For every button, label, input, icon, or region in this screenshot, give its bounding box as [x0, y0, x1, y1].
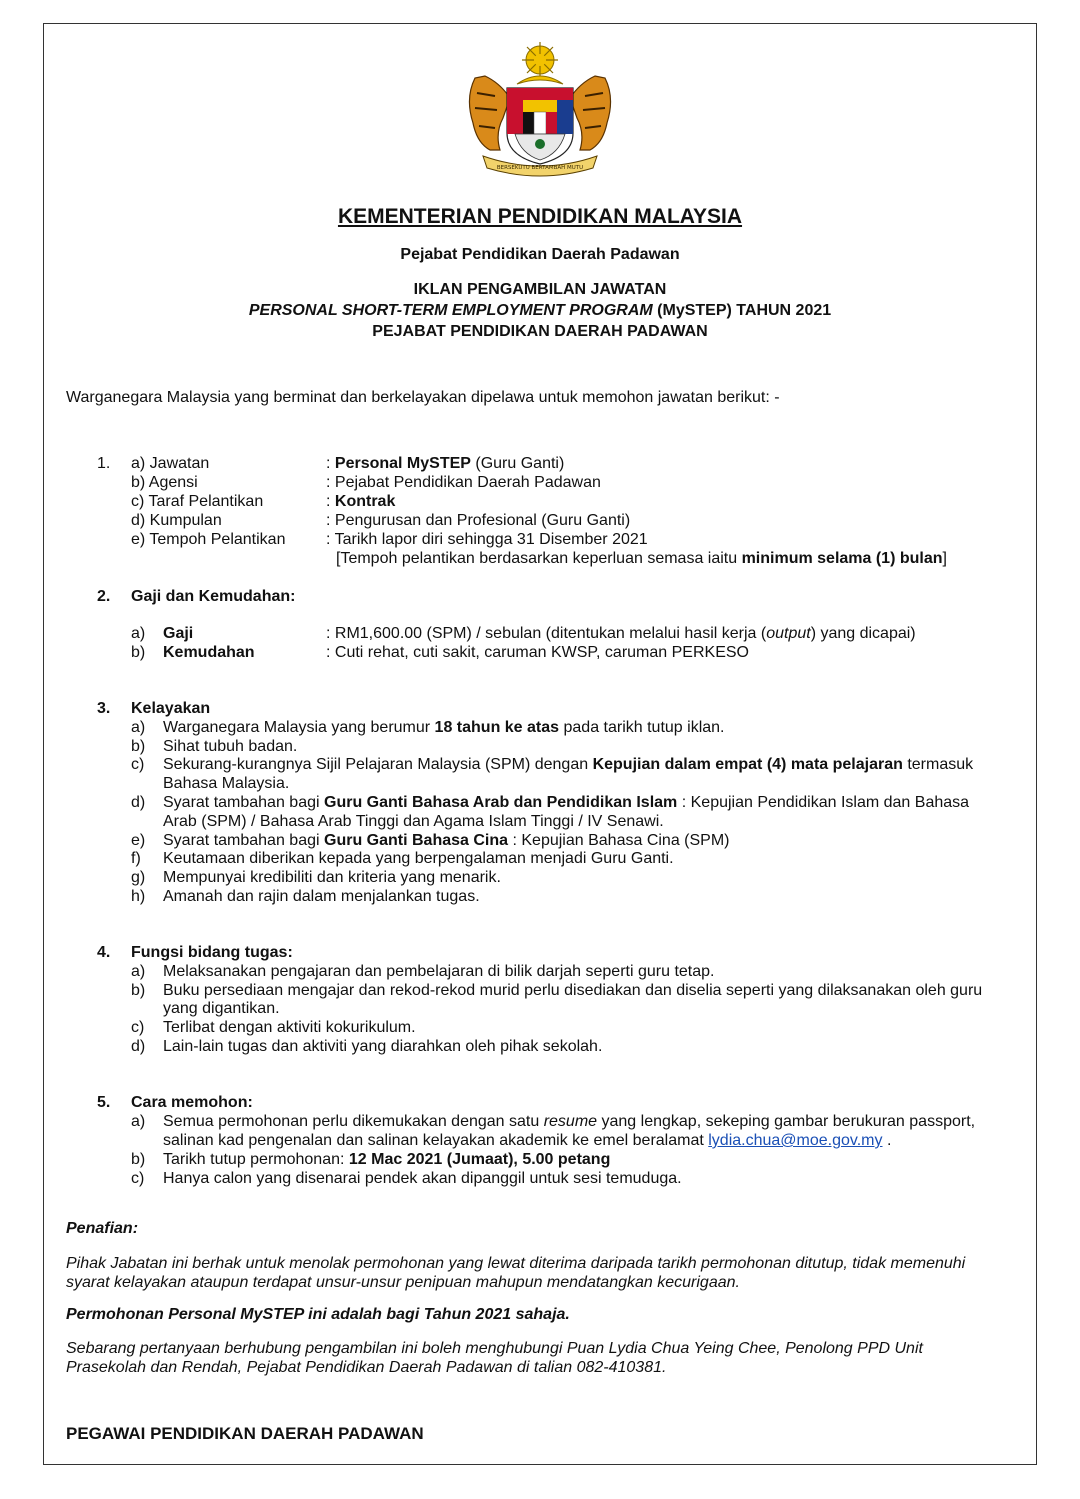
disclaimer-year-note: Permohonan Personal MySTEP ini adalah bagi Tahun 2021 sahaja. [66, 1306, 570, 1323]
item-letter: a) [131, 1113, 146, 1130]
list-item: Syarat tambahan bagi Guru Ganti Bahasa Cina : Kepujian Bahasa Cina (SPM) [163, 832, 730, 849]
disclaimer-text: syarat kelayakan ataupun terdapat unsur-unsur penipuan mahupun mendatangkan kecurigaan. [66, 1274, 740, 1291]
list-item-continuation: salinan kad pengenalan dan salinan kelayakan akademik ke emel beralamat lydia.chua@moe.gov.my . [163, 1132, 892, 1149]
appointment-note: [Tempoh pelantikan berdasarkan keperluan semasa iaitu minimum selama (1) bulan] [336, 550, 947, 567]
list-item-continuation: Arab (SPM) / Bahasa Arab Tinggi dan Agama Islam Tinggi / IV Senawi. [163, 813, 664, 830]
list-item: Amanah dan rajin dalam menjalankan tugas. [163, 888, 480, 905]
list-item: Sihat tubuh badan. [163, 738, 298, 755]
contact-text: Prasekolah dan Rendah, Pejabat Pendidikan Daerah Padawan di talian 082-410381. [66, 1359, 667, 1376]
item-letter: h) [131, 888, 146, 905]
item-letter: b) [131, 1151, 146, 1168]
row-value: : Personal MySTEP (Guru Ganti) [326, 455, 565, 472]
row-label: e) Tempoh Pelantikan [131, 531, 286, 548]
item-letter: c) [131, 1170, 145, 1187]
list-item: Tarikh tutup permohonan: 12 Mac 2021 (Jumaat), 5.00 petang [163, 1151, 611, 1168]
list-item: Mempunyai kredibiliti dan kriteria yang menarik. [163, 869, 501, 886]
list-item: Buku persediaan mengajar dan rekod-rekod murid perlu disediakan dan diselia seperti yang dilaksanakan oleh guru [163, 982, 983, 999]
disclaimer-title: Penafian: [66, 1220, 139, 1237]
row-value: : Pejabat Pendidikan Daerah Padawan [326, 474, 601, 491]
disclaimer-text: Pihak Jabatan ini berhak untuk menolak permohonan yang lewat diterima daripada tarikh permohonan ditutup, tidak memenuhi [66, 1255, 966, 1272]
program-title [0, 301, 1080, 320]
row-label: a) Jawatan [131, 455, 210, 472]
section-1-number: 1. [97, 455, 111, 472]
list-item: Terlibat dengan aktiviti kokurikulum. [163, 1019, 416, 1036]
section-3-title: Kelayakan [131, 700, 211, 717]
row-value: : Pengurusan dan Profesional (Guru Ganti) [326, 512, 631, 529]
benefits-value: : Cuti rehat, cuti sakit, caruman KWSP, caruman PERKESO [326, 644, 749, 661]
item-letter: d) [131, 1038, 146, 1055]
item-letter: f) [131, 850, 141, 867]
list-item-continuation: Bahasa Malaysia. [163, 775, 290, 792]
item-letter: a) [131, 719, 146, 736]
list-item-continuation: yang digantikan. [163, 1000, 280, 1017]
list-item: Melaksanakan pengajaran dan pembelajaran di bilik darjah seperti guru tetap. [163, 963, 715, 980]
row-label: c) Taraf Pelantikan [131, 493, 264, 510]
row-value: : Tarikh lapor diri sehingga 31 Disember 2021 [326, 531, 648, 548]
item-letter: e) [131, 832, 146, 849]
benefits-label: Kemudahan [163, 644, 255, 661]
item-letter: d) [131, 794, 146, 811]
salary-label: Gaji [163, 625, 194, 642]
row-value: : Kontrak [326, 493, 396, 510]
list-item: Semua permohonan perlu dikemukakan dengan satu resume yang lengkap, sekeping gambar berukuran passport, [163, 1113, 976, 1130]
salary-value: : RM1,600.00 (SPM) / sebulan (ditentukan melalui hasil kerja (output) yang dicapai) [326, 625, 916, 642]
list-item: Lain-lain tugas dan aktiviti yang diarahkan oleh pihak sekolah. [163, 1038, 603, 1055]
office-subtitle: Pejabat Pendidikan Daerah Padawan [400, 246, 680, 263]
section-5-title: Cara memohon: [131, 1094, 253, 1111]
crest-motto: BERSEKUTU BERTAMBAH MUTU [496, 165, 584, 171]
item-letter: c) [131, 756, 145, 773]
item-letter: g) [131, 869, 146, 886]
row-label: b) Agensi [131, 474, 198, 491]
ministry-title: KEMENTERIAN PENDIDIKAN MALAYSIA [337, 205, 743, 228]
list-item: Sekurang-kurangnya Sijil Pelajaran Malaysia (SPM) dengan Kepujian dalam empat (4) mata pelajaran termasuk [163, 756, 974, 773]
email-link[interactable]: lydia.chua@moe.gov.my [708, 1132, 883, 1149]
item-letter: b) [131, 982, 146, 999]
item-letter: a) [131, 963, 146, 980]
item-letter: b) [131, 738, 146, 755]
item-letter: c) [131, 1019, 145, 1036]
list-item: Hanya calon yang disenarai pendek akan dipanggil untuk sesi temuduga. [163, 1170, 682, 1187]
ad-title: IKLAN PENGAMBILAN JAWATAN [413, 281, 667, 298]
list-item: Syarat tambahan bagi Guru Ganti Bahasa Arab dan Pendidikan Islam : Kepujian Pendidikan Islam dan Bahasa [163, 794, 970, 811]
program-title-italic: PERSONAL SHORT-TERM EMPLOYMENT PROGRAM [248, 302, 653, 319]
section-2-number: 2. [97, 588, 111, 605]
signature-title: PEGAWAI PENDIDIKAN DAERAH PADAWAN [66, 1424, 424, 1443]
section-3-number: 3. [97, 700, 111, 717]
program-title-rest: (MySTEP) TAHUN 2021 [652, 302, 832, 319]
item-letter: b) [131, 644, 146, 661]
section-4-title: Fungsi bidang tugas: [131, 944, 293, 961]
malaysia-coat-of-arms-icon [455, 38, 625, 178]
section-4-number: 4. [97, 944, 111, 961]
row-label: d) Kumpulan [131, 512, 222, 529]
list-item: Warganegara Malaysia yang berumur 18 tahun ke atas pada tarikh tutup iklan. [163, 719, 725, 736]
section-2-title: Gaji dan Kemudahan: [131, 588, 296, 605]
section-5-number: 5. [97, 1094, 111, 1111]
item-letter: a) [131, 625, 146, 642]
intro-text: Warganegara Malaysia yang berminat dan berkelayakan dipelawa untuk memohon jawatan berikut: - [66, 389, 780, 406]
contact-text: Sebarang pertanyaan berhubung pengambilan ini boleh menghubungi Puan Lydia Chua Yeing Chee, Penolong PPD Unit [66, 1340, 923, 1357]
list-item: Keutamaan diberikan kepada yang berpengalaman menjadi Guru Ganti. [163, 850, 674, 867]
office-title-upper: PEJABAT PENDIDIKAN DAERAH PADAWAN [372, 323, 708, 340]
